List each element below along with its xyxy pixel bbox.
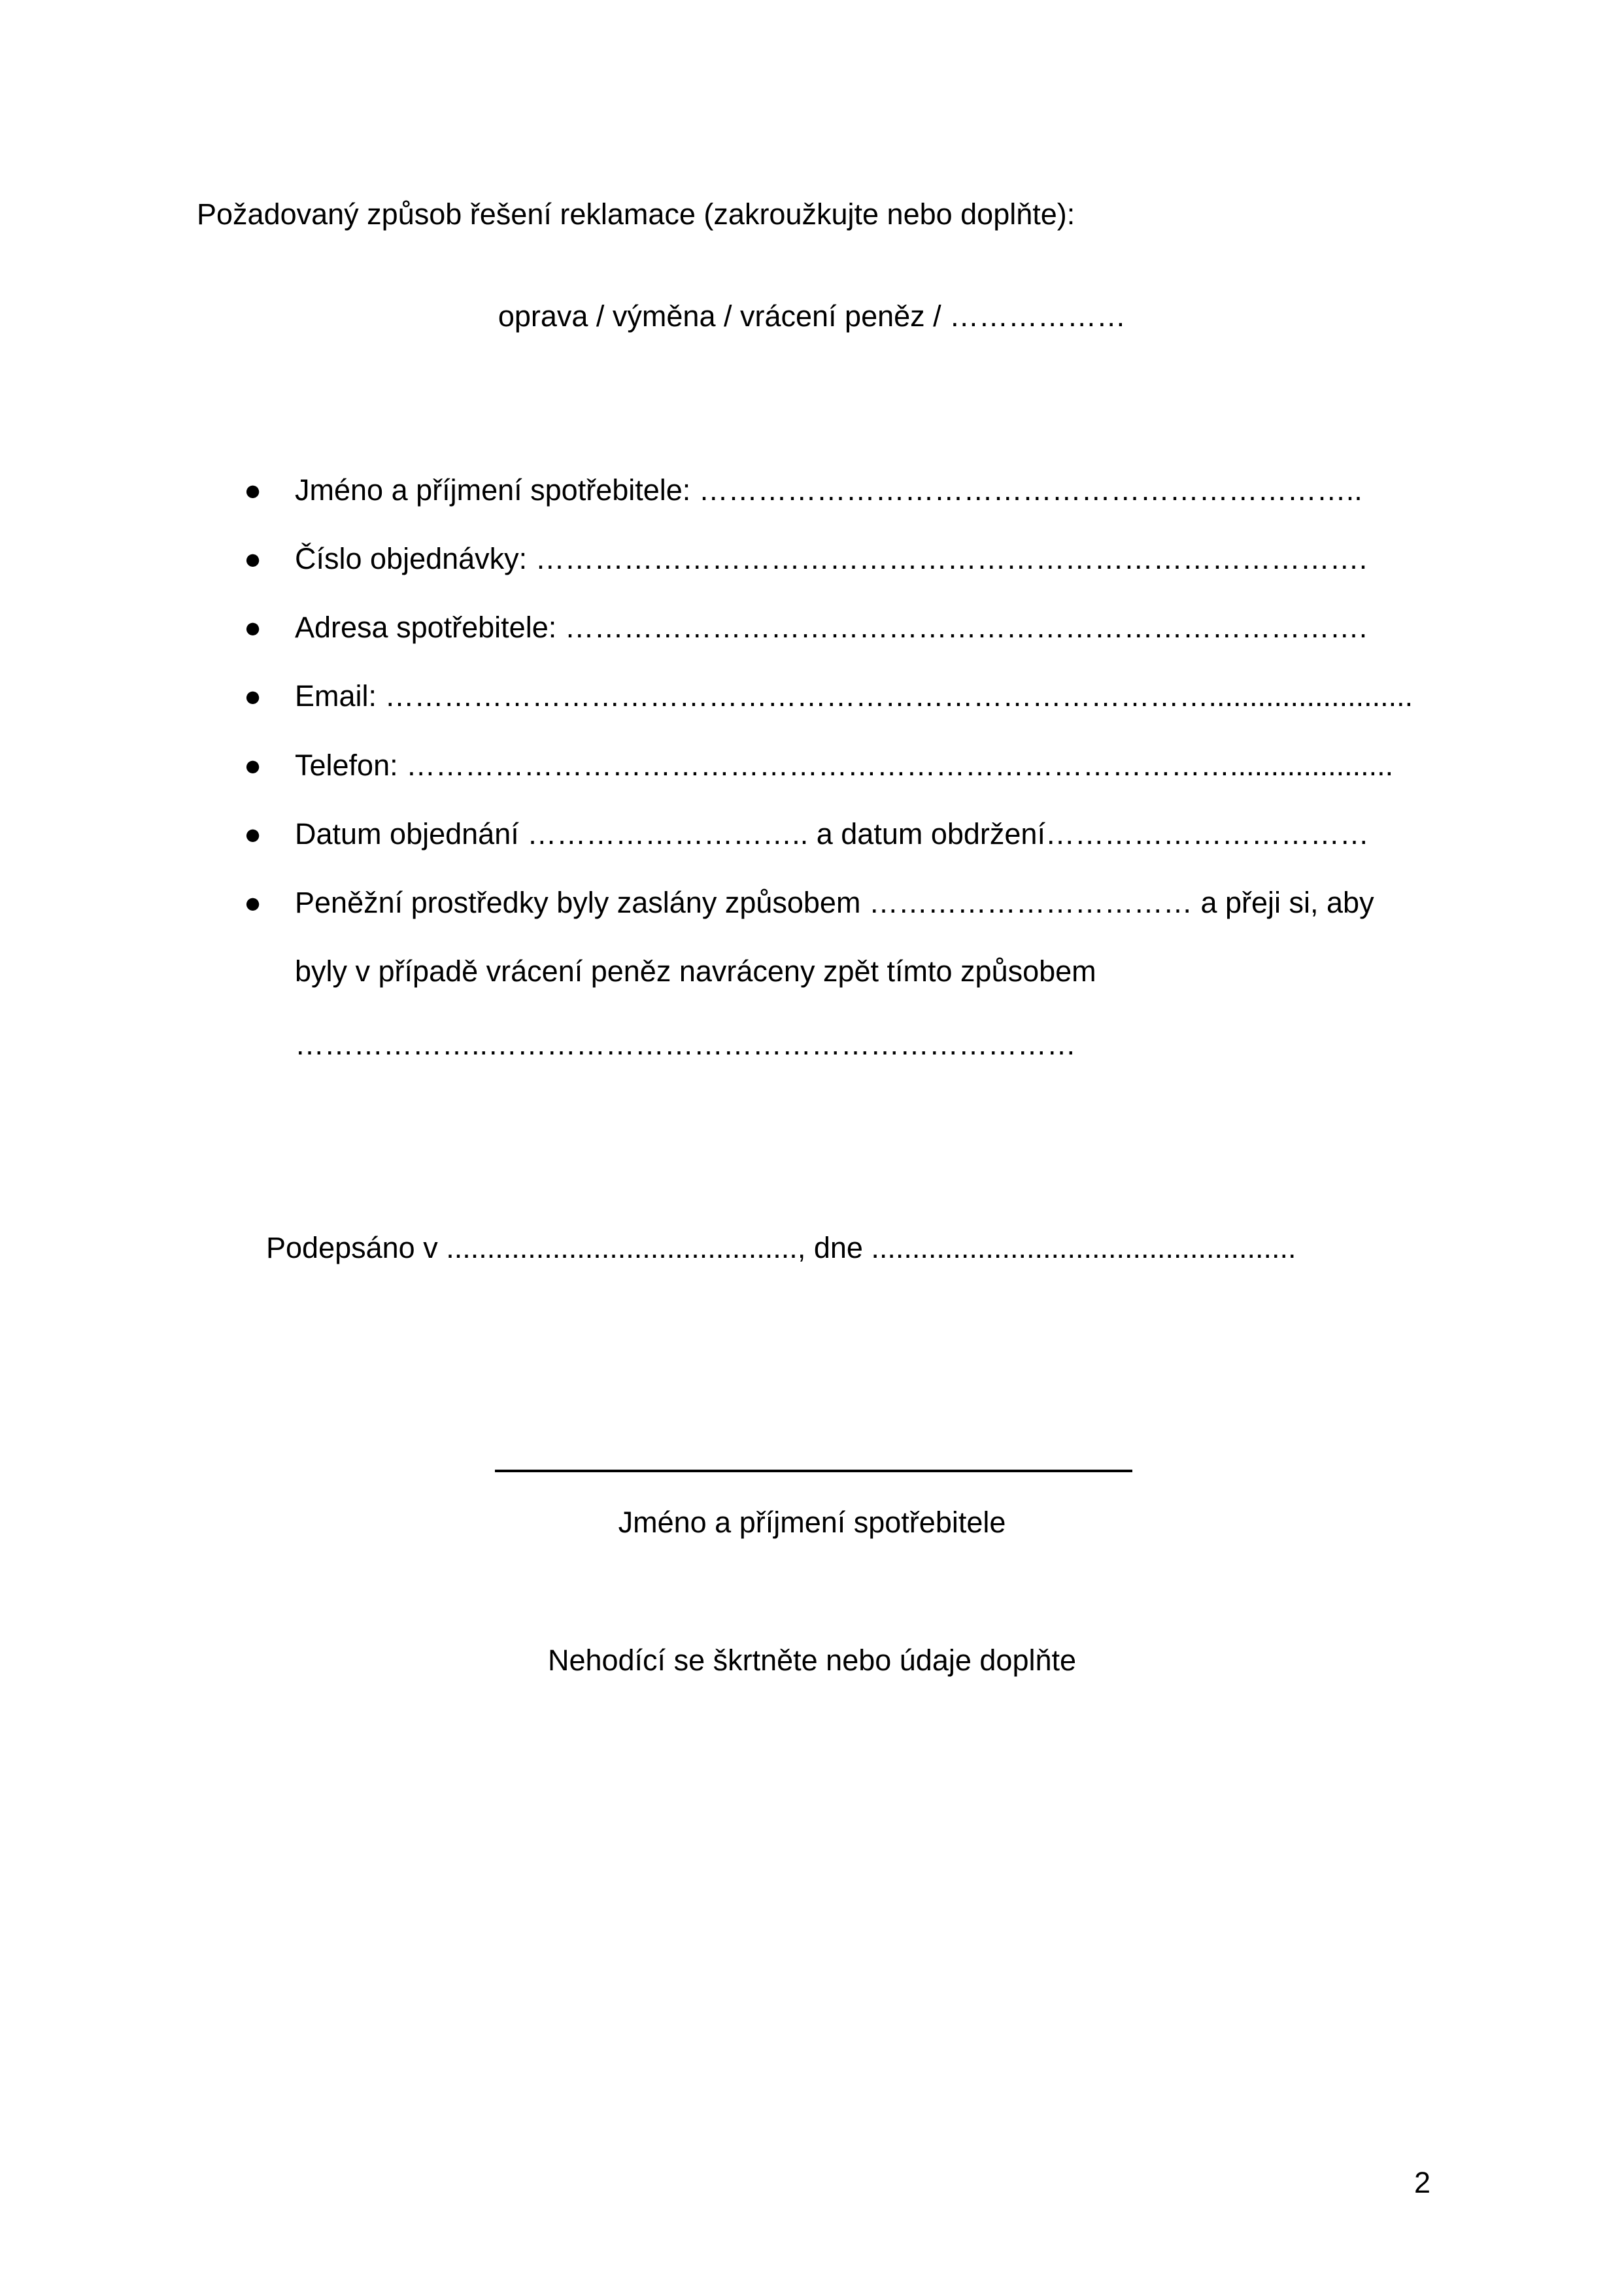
signature-line	[495, 1470, 1132, 1472]
page-number: 2	[1413, 2166, 1430, 2199]
field-order-dates: Datum objednání ……………………….. a datum obdržení……………………………	[295, 817, 1369, 851]
field-refund-method-blank: ………………..……………………………………………………	[295, 1028, 1077, 1061]
signed-place-date-line: Podepsáno v ..........................................., dne ....................................................	[266, 1231, 1296, 1264]
field-phone: Telefon: …………………………………………………………………………....................	[295, 749, 1394, 782]
bullet-icon: ●	[244, 611, 262, 644]
signature-caption: Jméno a příjmení spotřebitele	[618, 1506, 1006, 1539]
bullet-icon: ●	[244, 817, 262, 851]
field-order-number: Číslo objednávky: ………………………………………………………………………….	[295, 542, 1368, 575]
footer-note: Nehodící se škrtněte nebo údaje doplňte	[547, 1644, 1077, 1677]
bullet-icon: ●	[244, 886, 262, 919]
bullet-icon: ●	[244, 542, 262, 575]
options-line: oprava / výměna / vrácení peněz / ………………	[498, 299, 1126, 333]
heading: Požadovaný způsob řešení reklamace (zakroužkujte nebo doplňte):	[197, 197, 1075, 231]
bullet-icon: ●	[244, 749, 262, 782]
field-payment-method: Peněžní prostředky byly zaslány způsobem …………………………… a přeji si, aby	[295, 886, 1374, 919]
bullet-icon: ●	[244, 679, 262, 713]
field-payment-method-continuation: byly v případě vrácení peněz navráceny zpět tímto způsobem	[295, 954, 1096, 988]
field-customer-name: Jméno a příjmení spotřebitele: …………………………………………………………..	[295, 473, 1362, 507]
bullet-icon: ●	[244, 473, 262, 507]
field-email: Email: ………………………………………………………………………….........................	[295, 679, 1413, 713]
field-customer-address: Adresa spotřebitele: ……………………………………………………………………….	[295, 611, 1368, 644]
